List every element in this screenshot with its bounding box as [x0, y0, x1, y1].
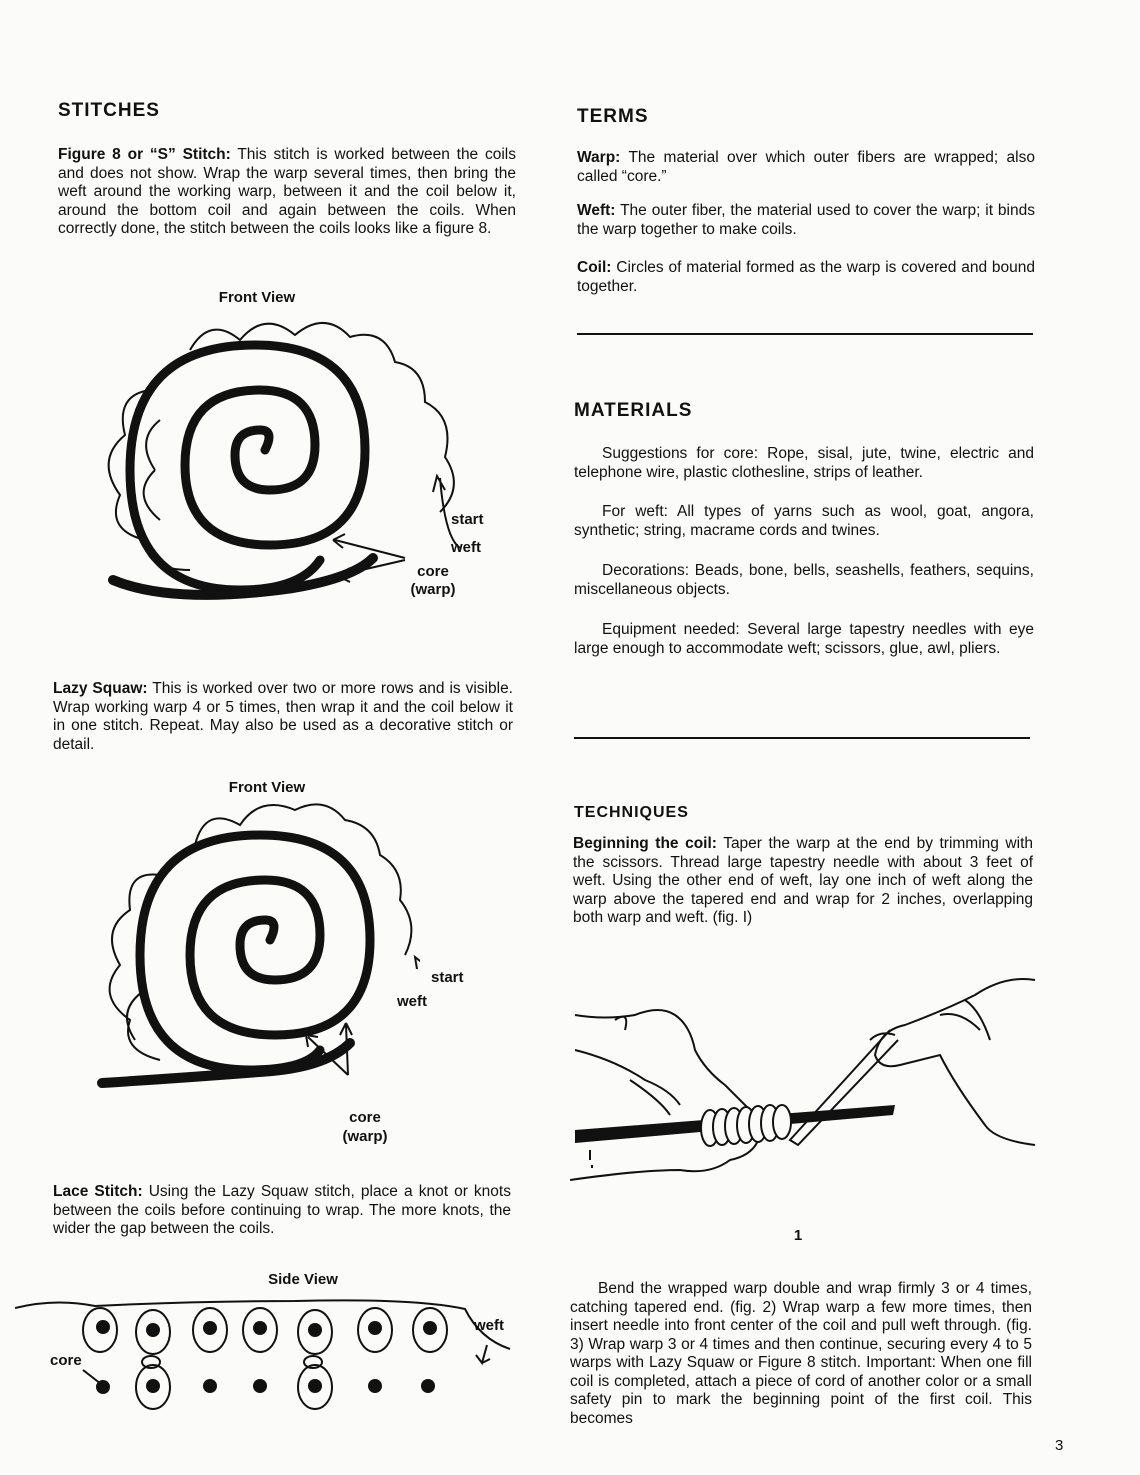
weft-wraps — [701, 1105, 791, 1146]
term-coil-label: Coil: — [577, 259, 612, 276]
side-view-diagram — [15, 1290, 515, 1465]
diagram2-start-label: start — [431, 969, 464, 986]
lazy-squaw-paragraph — [53, 680, 513, 754]
core-tail — [113, 558, 373, 595]
figure8-term: Figure 8 or “S” Stitch: — [58, 146, 231, 163]
core-tail — [102, 1043, 350, 1083]
beginning-coil-paragraph — [573, 835, 1033, 928]
diagram2-caption: Front View — [228, 779, 306, 796]
diagram1-core-label: core — [417, 563, 449, 580]
divider-2 — [574, 737, 1030, 739]
term-warp — [577, 149, 1035, 186]
materials-core: Suggestions for core: Rope, sisal, jute, twine, electric and telephone wire, plastic clothesline, strips of leather. — [574, 445, 1034, 481]
hands-wrapping-illustration — [570, 970, 1040, 1210]
figure8-text: This stitch is worked between the coils and does not show. Wrap the warp several times, then bring the weft around the working warp, between it and the coil below it, around the bottom coil and again between the coils. When correctly done, the stitch between the coils looks like a figure 8. — [58, 146, 516, 237]
lazy-squaw-term: Lazy Squaw: — [53, 680, 148, 697]
weft-pointer — [476, 1345, 490, 1363]
diagram3-weft-label: weft — [474, 1317, 504, 1334]
divider-1 — [577, 333, 1033, 335]
beginning-coil-text: Taper the warp at the end by trimming with the scissors. Thread large tapestry needle with about 3 feet of weft. Using the other end of weft, lay one inch of weft along the warp above the tapered end and wrap for 2 inches, overlapping both warp and weft. (fig. I) — [573, 835, 1033, 926]
core-spiral — [140, 835, 370, 1070]
term-warp-label: Warp: — [577, 149, 621, 166]
diagram1-warp-label: (warp) — [410, 581, 456, 598]
weft-loops — [109, 323, 454, 570]
core-spiral — [130, 345, 365, 590]
term-coil-text: Circles of material formed as the warp is covered and bound together. — [577, 259, 1035, 295]
materials-equipment: Equipment needed: Several large tapestry needles with eye large enough to accommodate weft; scissors, glue, awl, pliers. — [574, 621, 1034, 657]
diagram1-weft-label: weft — [451, 539, 481, 556]
term-weft-label: Weft: — [577, 202, 616, 219]
lazy-squaw-spiral-diagram — [90, 800, 420, 1100]
lace-stitch-term: Lace Stitch: — [53, 1183, 143, 1200]
lace-stitch-paragraph — [53, 1183, 511, 1239]
materials-heading: MATERIALS — [574, 400, 693, 421]
bend-warp-paragraph: Bend the wrapped warp double and wrap firmly 3 or 4 times, catching tapered end. (fig. 2) Wrap warp a few more times, then insert needle into front center of the coil and pull weft through. (fig. 3) Wrap warp 3 or 4 times and then continue, securing every 4 to 5 warps with Lazy Squaw or Figure 8 stitch. Important: When one fill coil is completed, attach a piece of cord of another color or a small safety pin to mark the beginning point of the first coil. This becomes — [570, 1280, 1032, 1427]
term-coil — [577, 259, 1035, 296]
diagram3-caption: Side View — [268, 1271, 338, 1288]
techniques-heading: TECHNIQUES — [574, 804, 689, 821]
materials-weft: For weft: All types of yarns such as wool, goat, angora, synthetic; string, macrame cords and twines. — [574, 503, 1034, 539]
term-weft — [577, 202, 1035, 239]
beginning-coil-term: Beginning the coil: — [573, 835, 717, 852]
diagram2-core-label: core — [349, 1109, 381, 1126]
terms-heading: TERMS — [577, 106, 649, 127]
materials-decorations: Decorations: Beads, bone, bells, seashells, feathers, sequins, miscellaneous objects. — [574, 562, 1034, 598]
figure-1-number: 1 — [793, 1227, 803, 1244]
diagram1-start-label: start — [451, 511, 484, 528]
diagram2-weft-label: weft — [397, 993, 427, 1010]
diagram2-warp-label: (warp) — [342, 1128, 388, 1145]
lace-stitch-text: Using the Lazy Squaw stitch, place a knot or knots between the coils before continuing to wrap. The more knots, the wider the gap between the coils. — [53, 1183, 511, 1237]
core-pointer — [83, 1370, 101, 1384]
stitches-heading: STITCHES — [58, 100, 160, 121]
page-number: 3 — [1055, 1437, 1064, 1454]
term-warp-text: The material over which outer fibers are wrapped; also called “core.” — [577, 149, 1035, 185]
diagram3-core-label: core — [50, 1352, 82, 1369]
lazy-squaw-text: This is worked over two or more rows and is visible. Wrap working warp 4 or 5 times, then wrap it and the coil below it in one stitch. Repeat. May also be used as a decorative stitch or detail. — [53, 680, 513, 753]
left-hand — [570, 1010, 760, 1180]
diagram1-caption: Front View — [218, 289, 296, 306]
figure8-paragraph — [58, 146, 516, 239]
term-weft-text: The outer fiber, the material used to cover the warp; it binds the warp together to make coils. — [577, 202, 1035, 238]
